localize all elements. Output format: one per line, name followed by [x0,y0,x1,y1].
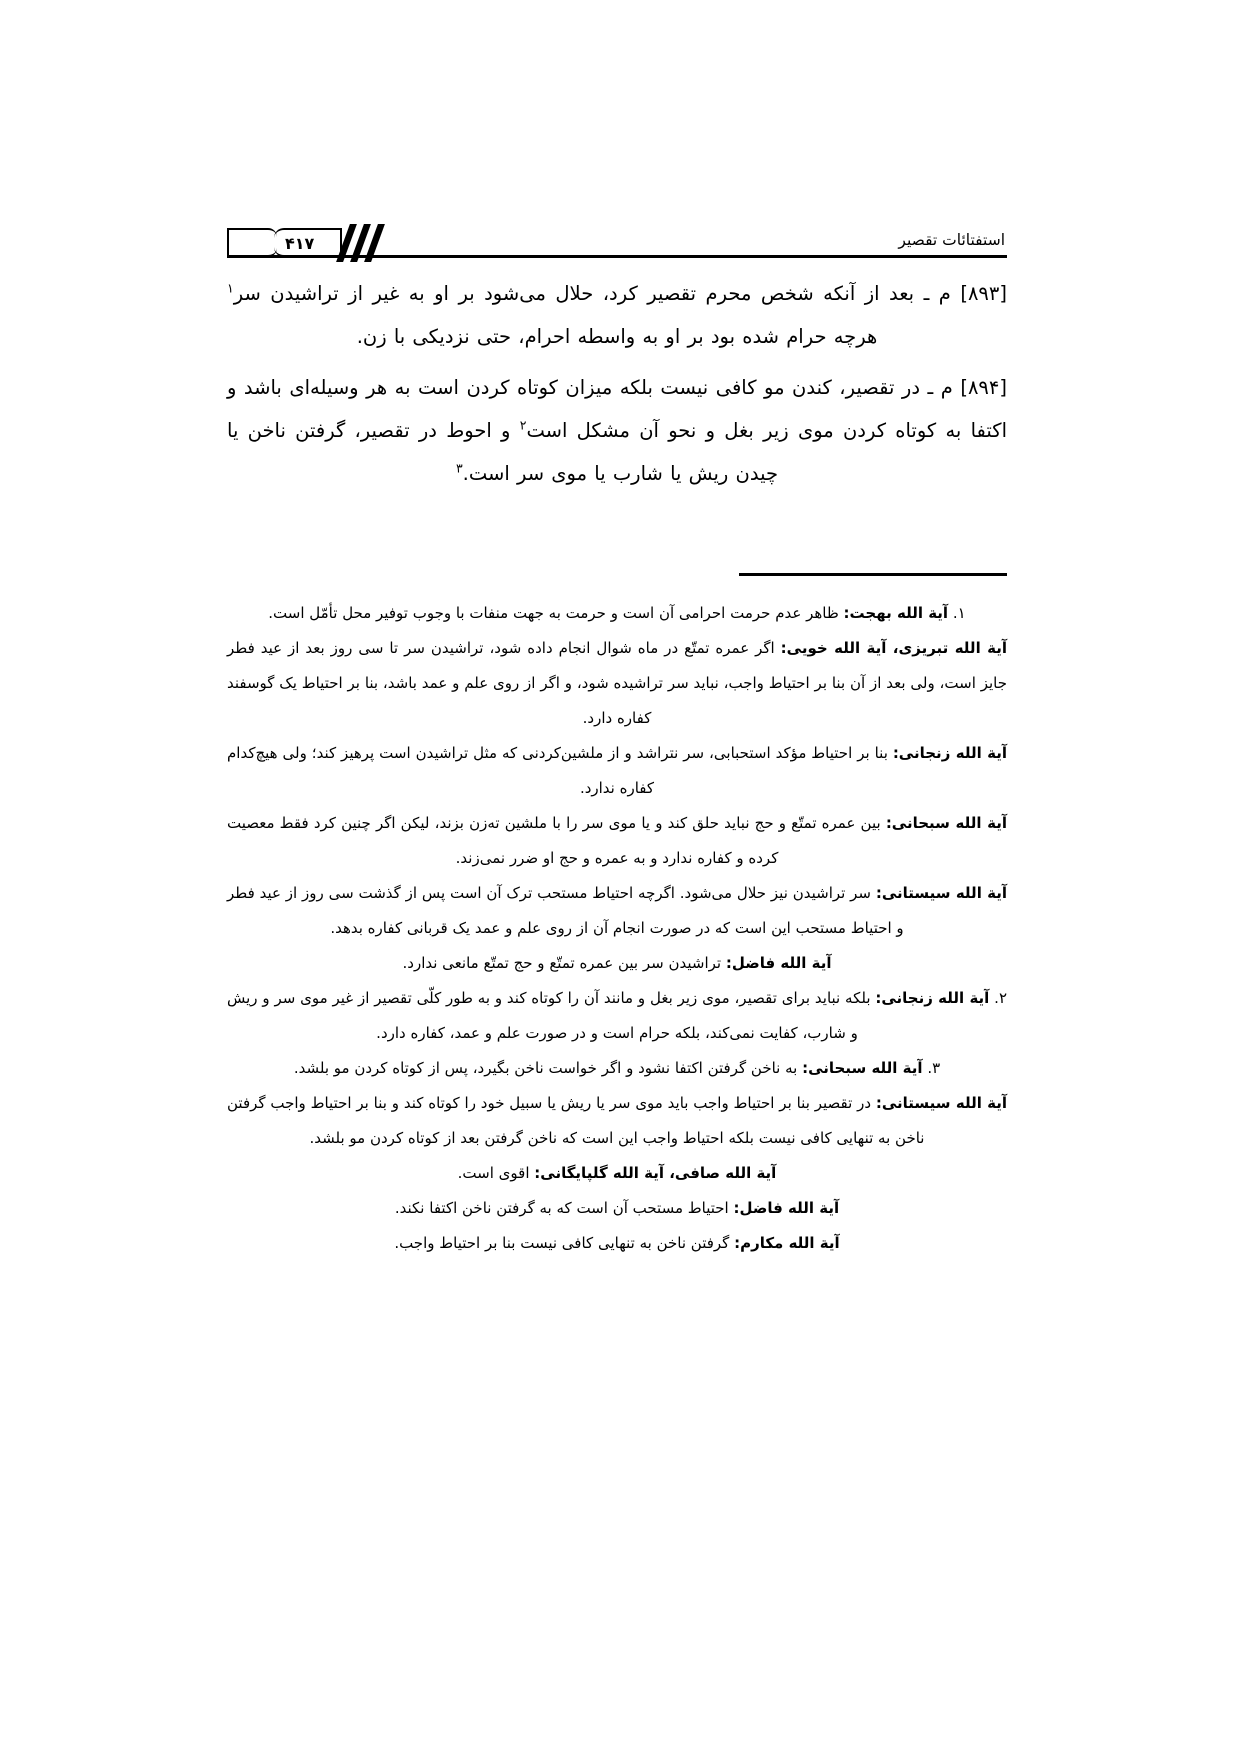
footnote-ref-1[interactable]: ۱ [227,280,234,296]
authority-name: آیة الله سیستانی: [875,884,1007,902]
question-text: بعد از آنکه شخص محرم تقصیر کرد، حلال می‌شود بر او به غیر از تراشیدن سر [233,282,915,305]
footnote-text: بلکه نباید برای تقصیر، موی زیر بغل و مانند آن را کوتاه کند و به طور کلّی تقصیر از غیر موی سر و ریش و شارب، کفایت نمی‌کند، بلکه حرام است و در صورت علم و عمد، کفاره دارد. [227,989,876,1042]
footnote-entry [227,631,1007,736]
footnote-entry [227,1156,1007,1191]
footnote-entry [227,981,1007,1051]
footnote-entry [227,1051,1007,1086]
footnote-text: بین عمره تمتّع و حج نباید حلق کند و یا موی سر را با ملشین ته‌زن بزند، لیکن اگر چنین کرد فقط معصیت کرده و کفاره ندارد و به عمره و حج او ضرر نمی‌زند. [227,814,886,867]
authority-name: آیة الله تبریزی، آیة الله خویی: [780,639,1007,657]
authority-name: آیة الله فاضل: [725,954,832,972]
folio-box-cap [227,228,277,257]
question-marker: [۸۹۳] م [938,282,1007,305]
question-paragraph [227,272,1007,358]
question-dash: ـ [920,376,941,399]
page-number: ۴۱۷ [285,234,315,253]
footnote-ref-2[interactable]: ۲ [519,417,527,433]
folio-decoration [227,216,387,260]
authority-name: آیة الله صافی، آیة الله گلپایگانی: [534,1164,777,1182]
question-dash: ـ [914,282,939,305]
footnote-entry [227,1191,1007,1226]
header-rule [227,255,1007,258]
footnote-entry [227,1086,1007,1156]
footnote-text: ظاهر عدم حرمت احرامی آن است و حرمت به جهت منفات با وجوب توفیر محل تأمّل است. [268,604,844,622]
footnote-text: گرفتن ناخن به تنهایی کافی نیست بنا بر احتیاط واجب. [394,1234,735,1252]
footnote-text: سر تراشیدن نیز حلال می‌شود. اگرچه احتیاط مستحب ترک آن است پس از گذشت سی روز از عید فطر و احتیاط مستحب این است که در صورت انجام آن از روی علم و عمد یک قربانی کفاره بدهد. [227,884,904,937]
question-text: در تقصیر، کندن مو کافی نیست بلکه میزان کوتاه کردن است به هر وسیله‌ای باشد و اکتفا به کوتاه کردن موی زیر بغل و نحو آن مشکل است [227,376,1007,442]
page-header [227,214,1007,260]
authority-name: آیة الله زنجانی: [892,744,1007,762]
footnote-entry [227,1226,1007,1261]
footnote-number: ۱. [952,604,966,622]
footnotes-section [227,596,1007,1261]
footnote-entry [227,596,1007,631]
question-text-tail: هرچه حرام شده بود بر او به واسطه احرام، حتی نزدیکی با زن. [356,325,878,348]
authority-name: آیة الله سبحانی: [802,1059,923,1077]
footnote-text: اگر عمره تمتّع در ماه شوال انجام داده شود، تراشیدن سر تا سی روز بعد از عید فطر جایز است، ولی بعد از آن بنا بر احتیاط واجب، نباید سر تراشیده شود، و اگر از روی علم و عمد باشد، بنا بر احتیاط یک گوسفند کفاره دارد. [227,639,1007,727]
authority-name: آیة الله مکارم: [734,1234,840,1252]
running-head: استفتائات تقصیر [898,230,1005,249]
footnote-number: ۲. [994,989,1007,1007]
footnote-text: به ناخن گرفتن اکتفا نشود و اگر خواست ناخن بگیرد، پس از کوتاه کردن مو بلشد. [293,1059,803,1077]
footnote-ref-3[interactable]: ۳ [455,460,463,476]
footnote-text: در تقصیر بنا بر احتیاط واجب باید موی سر یا ریش یا سبیل خود را کوتاه کند و بنا بر احتیاط واجب گرفتن ناخن به تنهایی کافی نیست بلکه احتیاط واجب این است که ناخن گرفتن بعد از کوتاه کردن مو بلشد. [227,1094,925,1147]
footnote-entry [227,736,1007,806]
footnote-separator [739,573,1007,576]
authority-name: آیة الله زنجانی: [875,989,990,1007]
footnote-text: اقوی است. [457,1164,535,1182]
authority-name: آیة الله بهجت: [843,604,949,622]
footnote-text: تراشیدن سر بین عمره تمتّع و حج تمتّع مانعی ندارد. [402,954,726,972]
footnote-text: احتیاط مستحب آن است که به گرفتن ناخن اکتفا نکند. [394,1199,734,1217]
footnote-number: ۳. [927,1059,941,1077]
question-marker: [۸۹۴] م [940,376,1007,399]
authority-name: آیة الله سبحانی: [885,814,1007,832]
question-paragraph [227,366,1007,495]
authority-name: آیة الله فاضل: [733,1199,840,1217]
footnote-entry [227,876,1007,946]
authority-name: آیة الله سیستانی: [875,1094,1007,1112]
footnote-entry [227,806,1007,876]
footnote-entry [227,946,1007,981]
footnote-text: بنا بر احتیاط مؤکد استحبابی، سر نتراشد و از ملشین‌کردنی که مثل تراشیدن است پرهیز کند؛ ولی هیچ‌کدام کفاره ندارد. [227,744,893,797]
body-text [227,272,1007,497]
question-text-tail: و احوط در تقصیر، گرفتن ناخن یا چیدن ریش یا شارب یا موی سر است. [227,419,779,485]
